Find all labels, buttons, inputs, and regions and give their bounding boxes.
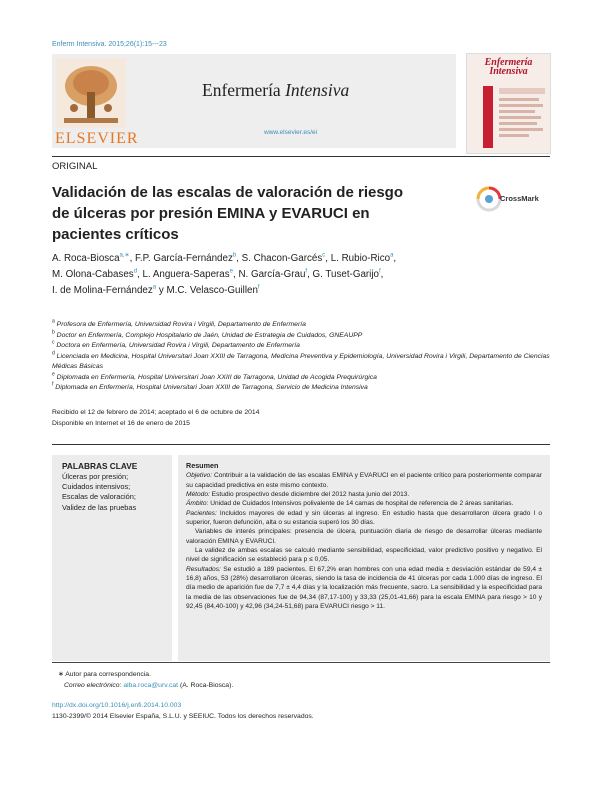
abstract-objetivo: Objetivo: Contribuir a la validación de las escalas EMINA y EVARUCI en el paciente crítico para posteriormente comparar su capacidad predictiva en este mismo contexto. bbox=[186, 472, 542, 489]
footnote-divider bbox=[52, 662, 550, 663]
keyword: Escalas de valoración; bbox=[62, 492, 136, 502]
keyword: Validez de las pruebas bbox=[62, 502, 137, 512]
affiliation-list bbox=[52, 320, 550, 394]
elsevier-wordmark: ELSEVIER bbox=[55, 130, 139, 147]
abstract-variables: Variables de interés principales: presencia de úlcera, puntuación diaria de riesgo de desarrollar úlceras mediante valoración EMINA y EVARUCI. bbox=[186, 528, 542, 545]
affiliation: $^a$ Profesora de Enfermería, Universidad Rovira i Virgili, Departamento de Enfermería bbox=[52, 318, 306, 328]
abstract-ambito: Ámbito: Unidad de Cuidados Intensivos polivalente de 14 camas de hospital de referencia de 2 áreas sanitarias. bbox=[186, 500, 514, 508]
author: I. de Molina-Fernández$^a$ y bbox=[52, 284, 167, 296]
email-link[interactable]: alba.roca@urv.cat bbox=[123, 682, 179, 689]
email-note: Correo electrónico: alba.roca@urv.cat (A. Roca-Biosca). bbox=[64, 682, 234, 689]
author: G. Tuset-Garijo$^f$, bbox=[312, 268, 384, 280]
journal-citation: Enferm Intensiva. 2015;26(1):15---23 bbox=[52, 41, 167, 48]
cover-title-b: Intensiva bbox=[489, 66, 528, 77]
cover-title bbox=[469, 58, 548, 76]
keywords-heading: PALABRAS CLAVE bbox=[62, 461, 138, 471]
cover-decoration bbox=[499, 88, 545, 148]
journal-cover-image bbox=[466, 53, 551, 154]
author: F.P. García-Fernández$^b$, bbox=[135, 252, 242, 264]
author-list bbox=[52, 251, 550, 299]
article-section: ORIGINAL bbox=[52, 161, 98, 172]
header-divider bbox=[52, 156, 550, 157]
author: L. Rubio-Rico$^a$, bbox=[330, 252, 397, 264]
affiliation: $^d$ Licenciada en Medicina, Hospital Universitari Joan XXIII de Tarragona, Medicina Preventiva y Epidemiología, Universidad Rovira i Virgili, Departamento de Ciencias Médicas Básicas bbox=[52, 350, 550, 370]
abstract-divider bbox=[52, 444, 550, 445]
footnotes bbox=[52, 669, 233, 691]
abstract-metodo: Método: Estudio prospectivo desde diciembre del 2012 hasta junio del 2013. bbox=[186, 491, 410, 499]
journal-title bbox=[202, 80, 349, 101]
author: M.C. Velasco-Guillen$^f$ bbox=[166, 284, 260, 296]
received-date: Recibido el 12 de febrero de 2014; aceptado el 6 de octubre de 2014 bbox=[52, 409, 260, 416]
author: L. Anguera-Saperas$^e$, bbox=[142, 268, 239, 280]
article-title: Validación de las escalas de valoración de riesgo de úlceras por presión EMINA y EVARUCI en pacientes críticos bbox=[52, 184, 403, 243]
author: A. Roca-Biosca$^{a,∗}$, bbox=[52, 252, 136, 264]
corresponding-author-note: ∗ Autor para correspondencia. bbox=[58, 671, 151, 678]
crossmark-icon bbox=[476, 186, 502, 212]
keyword: Úlceras por presión; bbox=[62, 472, 129, 481]
article-dates bbox=[52, 408, 259, 429]
abstract-pacientes: Pacientes: Incluidos mayores de edad y sin úlceras al ingreso. En estudio hasta que desarrollaron úlcera grado I o superior, fueron defunción, alta o su estancia superó los 30 días. bbox=[186, 509, 542, 527]
keywords-list bbox=[62, 472, 136, 513]
cover-title-a: Enfermería bbox=[484, 57, 533, 68]
crossmark-button[interactable] bbox=[476, 186, 576, 212]
online-date: Disponible en Internet el 16 de enero de 2015 bbox=[52, 419, 190, 427]
doi-link[interactable]: http://dx.doi.org/10.1016/j.enfi.2014.10.003 bbox=[52, 702, 182, 709]
crossmark-label: CrossMark bbox=[500, 194, 539, 203]
doi-block bbox=[52, 701, 314, 722]
affiliation: $^b$ Doctor en Enfermería, Complejo Hospitalario de Jaén, Unidad de Estrategia de Cuidados, GNEAUPP bbox=[52, 329, 363, 339]
journal-title-b: Intensiva bbox=[285, 80, 350, 100]
abstract-heading: Resumen bbox=[186, 461, 219, 470]
abstract-body bbox=[186, 461, 542, 612]
affiliation: $^e$ Diplomada en Enfermería, Hospital Universitari Joan XXIII de Tarragona, Unidad de Acogida Prequirúrgica bbox=[52, 371, 377, 381]
cover-red-band bbox=[483, 86, 493, 148]
journal-title-a: Enfermería bbox=[202, 80, 281, 100]
author: N. García-Grau$^f$, bbox=[238, 268, 313, 280]
author: S. Chacon-Garcés$^c$, bbox=[241, 252, 331, 264]
affiliation: $^c$ Doctora en Enfermería, Universidad Rovira i Virgili, Departamento de Enfermería bbox=[52, 339, 300, 349]
elsevier-tree-logo bbox=[56, 58, 126, 128]
abstract-resultados: Resultados: Se estudió a 189 pacientes. El 67,2% eran hombres con una edad media ± desviación estándar de 59,4 ± 16,8) años, 53 (28%) desarrollaron úlceras, siendo la tasa de incidencia de 41 úlceras por cada 1.000 días de ingreso. El día medio de aparición fue de 7,7 ± 4,4 días y la localización más frecuente, sacro. La sensibilidad y la especificidad para la media de las observaciones fue de 94,34 (87,17-100) y 33,33 (25,01-41,66) para la escala EMINA para riesgo > 10 y 92,45 (84,40-100) y 42,96 (34,24-51,68) para EVARUCI riesgo > 11. bbox=[186, 565, 542, 611]
abstract-validez: La validez de ambas escalas se calculó mediante sensibilidad, especificidad, valor predictivo positivo y negativo. El nivel de significación se estableció para p ≤ 0,05. bbox=[186, 547, 542, 564]
journal-url-link[interactable]: www.elsevier.es/ei bbox=[264, 129, 318, 136]
author: M. Olona-Cabases$^d$, bbox=[52, 268, 143, 280]
copyright-notice: 1130-2399/© 2014 Elsevier España, S.L.U. y SEEIUC. Todos los derechos reservados. bbox=[52, 712, 314, 720]
keyword: Cuidados intensivos; bbox=[62, 482, 131, 492]
affiliation: $^f$ Diplomada en Enfermería, Hospital Universitari Joan XXIII de Tarragona, Servicio de Medicina Intensiva bbox=[52, 381, 368, 391]
